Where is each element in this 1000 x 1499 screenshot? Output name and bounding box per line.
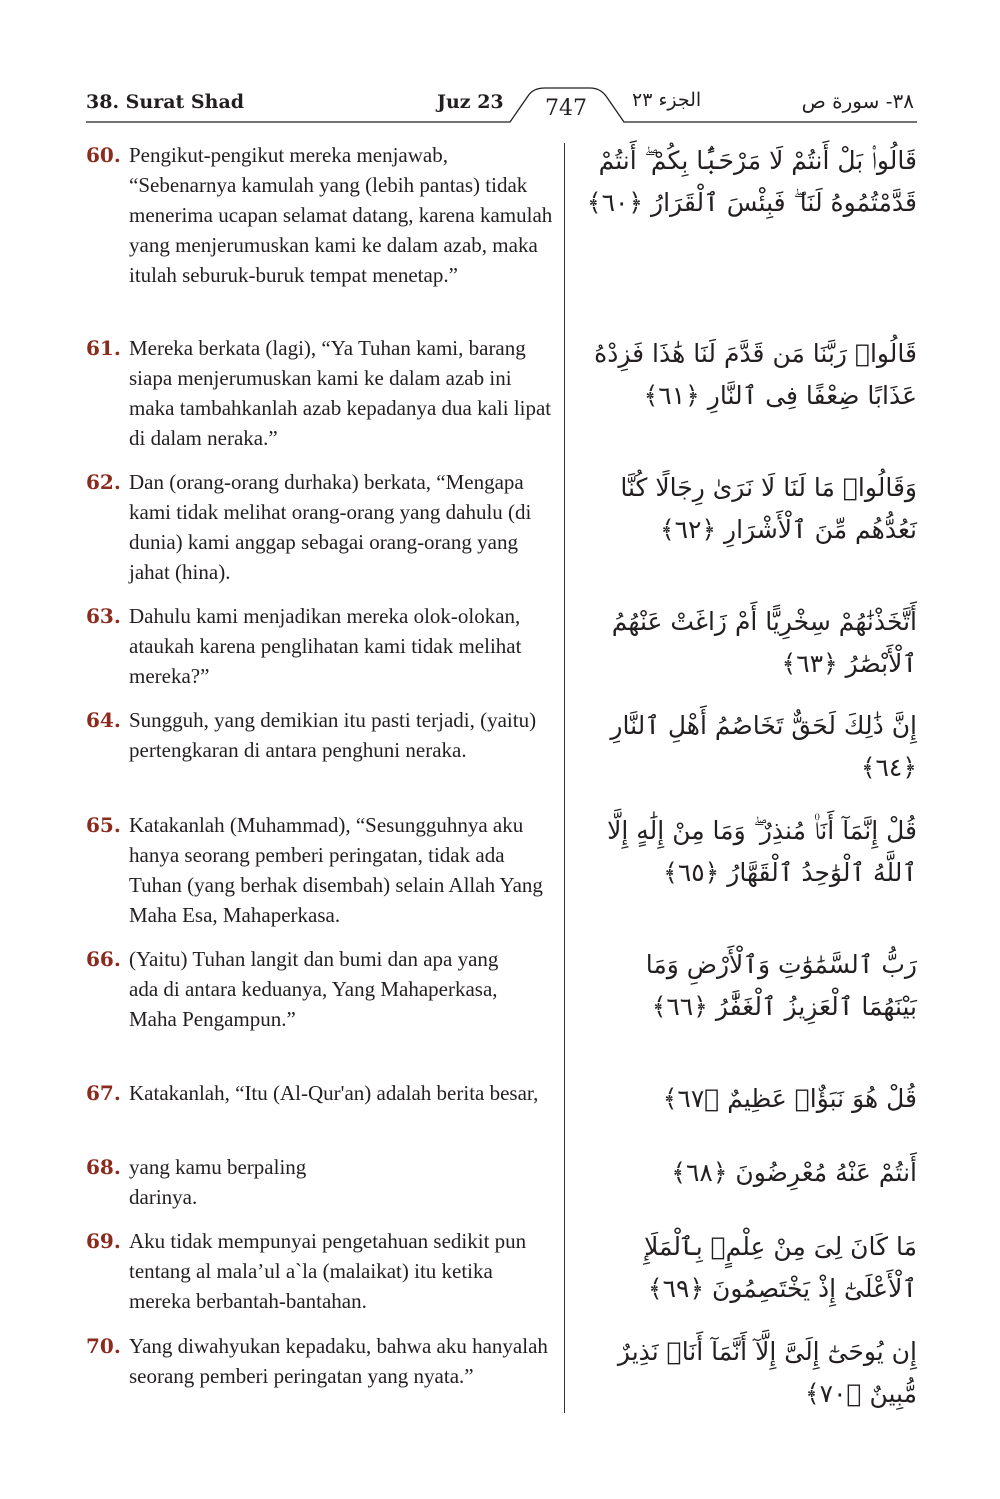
column-divider	[564, 143, 565, 1413]
verse-translation: (Yaitu) Tuhan langit dan bumi dan apa yang ada di antara keduanya, Yang Mahaperkasa, Maha Pengampun.”	[129, 947, 499, 1031]
surah-title-arabic: ٣٨- سورة ص	[801, 89, 914, 113]
verse-number: 61.	[86, 336, 121, 360]
verse-number: 64.	[86, 708, 121, 732]
verse-translation: Katakanlah (Muhammad), “Sesungguhnya aku hanya seorang pemberi peringatan, tidak ada Tuhan (yang berhak disembah) selain Allah Yang Maha Esa, Mahaperkasa.	[129, 813, 543, 927]
verse-number: 62.	[86, 470, 121, 494]
verse-arabic: مَا كَانَ لِىَ مِنْ عِلْمٍۭ بِٱلْمَلَإِ ٱلْأَعْلَىٰٓ إِذْ يَخْتَصِمُونَ ﴿٦٩﴾	[644, 1232, 917, 1303]
verse-translation: Dahulu kami menjadikan mereka olok-olokan, ataukah karena penglihatan kami tidak melihat mereka?”	[129, 604, 522, 688]
verse-number: 63.	[86, 604, 121, 628]
verse-number: 68.	[86, 1155, 121, 1179]
page-number: 747	[545, 96, 587, 121]
verse-arabic: قَالُوا۟ رَبَّنَا مَن قَدَّمَ لَنَا هَٰذَا فَزِدْهُ عَذَابًا ضِعْفًا فِى ٱلنَّارِ ﴿٦١﴾	[594, 339, 917, 410]
verse-arabic: إِن يُوحَىٰٓ إِلَىَّ إِلَّآ أَنَّمَآ أَنَا۠ نَذِيرٌ مُّبِينٌ ﴿٧٠﴾	[617, 1337, 917, 1408]
verse-translation: Sungguh, yang demikian itu pasti terjadi, (yaitu) pertengkaran di antara penghuni neraka.	[129, 708, 537, 762]
verse-number: 66.	[86, 947, 121, 971]
verse-arabic: قَالُوا۟ بَلْ أَنتُمْ لَا مَرْحَبًۢا بِكُمْ ۖ أَنتُمْ قَدَّمْتُمُوهُ لَنَا ۖ فَبِئْسَ ٱلْقَرَارُ ﴿٦٠﴾	[586, 146, 917, 217]
verse-arabic: قُلْ إِنَّمَآ أَنَا۠ مُنذِرٌ ۖ وَمَا مِنْ إِلَٰهٍ إِلَّا ٱللَّهُ ٱلْوَٰحِدُ ٱلْقَهَّارُ ﴿٦٥﴾	[607, 816, 917, 887]
verse-translation: yang kamu berpaling darinya.	[129, 1155, 307, 1209]
verse-number: 67.	[86, 1081, 121, 1105]
verse-translation: Dan (orang-orang durhaka) berkata, “Mengapa kami tidak melihat orang-orang yang dahulu (di dunia) kami anggap sebagai orang-orang yang jahat (hina).	[129, 470, 532, 584]
juz-label-arabic: الجزء ٢٣	[632, 89, 702, 111]
page-header	[0, 0, 1000, 130]
verse-arabic: إِنَّ ذَٰلِكَ لَحَقٌّ تَخَاصُمُ أَهْلِ ٱلنَّارِ ﴿٦٤﴾	[610, 711, 917, 782]
verse-number: 69.	[86, 1229, 121, 1253]
juz-label-latin: Juz 23	[437, 91, 504, 113]
verse-translation: Aku tidak mempunyai pengetahuan sedikit pun tentang al mala’ul a`la (malaikat) itu ketika mereka berbantah-bantahan.	[129, 1229, 527, 1313]
verse-number: 65.	[86, 813, 121, 837]
verse-arabic: رَبُّ ٱلسَّمَٰوَٰتِ وَٱلْأَرْضِ وَمَا بَيْنَهُمَا ٱلْعَزِيزُ ٱلْغَفَّٰرُ ﴿٦٦﴾	[645, 950, 917, 1021]
verse-translation: Katakanlah, “Itu (Al-Qur'an) adalah berita besar,	[129, 1081, 539, 1105]
verse-number: 70.	[86, 1334, 121, 1358]
verse-translation: Mereka berkata (lagi), “Ya Tuhan kami, barang siapa menjerumuskan kami ke dalam azab ini maka tambahkanlah azab kepadanya dua kali lipat di dalam neraka.”	[129, 336, 552, 450]
verse-number: 60.	[86, 143, 121, 167]
verse-translation: Pengikut-pengikut mereka menjawab, “Sebenarnya kamulah yang (lebih pantas) tidak menerima ucapan selamat datang, karena kamulah yang menjerumuskan kami ke dalam azab, maka itulah seburuk-buruk tempat menetap.”	[129, 143, 553, 287]
verse-arabic: وَقَالُوا۟ مَا لَنَا لَا نَرَىٰ رِجَالًا كُنَّا نَعُدُّهُم مِّنَ ٱلْأَشْرَارِ ﴿٦٢﴾	[620, 473, 917, 544]
verse-arabic: قُلْ هُوَ نَبَؤٌا۟ عَظِيمٌ ﴿٦٧﴾	[662, 1084, 917, 1113]
verse-arabic: أَتَّخَذْنَٰهُمْ سِخْرِيًّا أَمْ زَاغَتْ عَنْهُمُ ٱلْأَبْصَٰرُ ﴿٦٣﴾	[611, 607, 917, 678]
surah-title-latin: 38. Surat Shad	[86, 91, 245, 113]
verse-arabic: أَنتُمْ عَنْهُ مُعْرِضُونَ ﴿٦٨﴾	[671, 1158, 917, 1187]
verse-translation: Yang diwahyukan kepadaku, bahwa aku hanyalah seorang pemberi peringatan yang nyata.”	[129, 1334, 548, 1388]
